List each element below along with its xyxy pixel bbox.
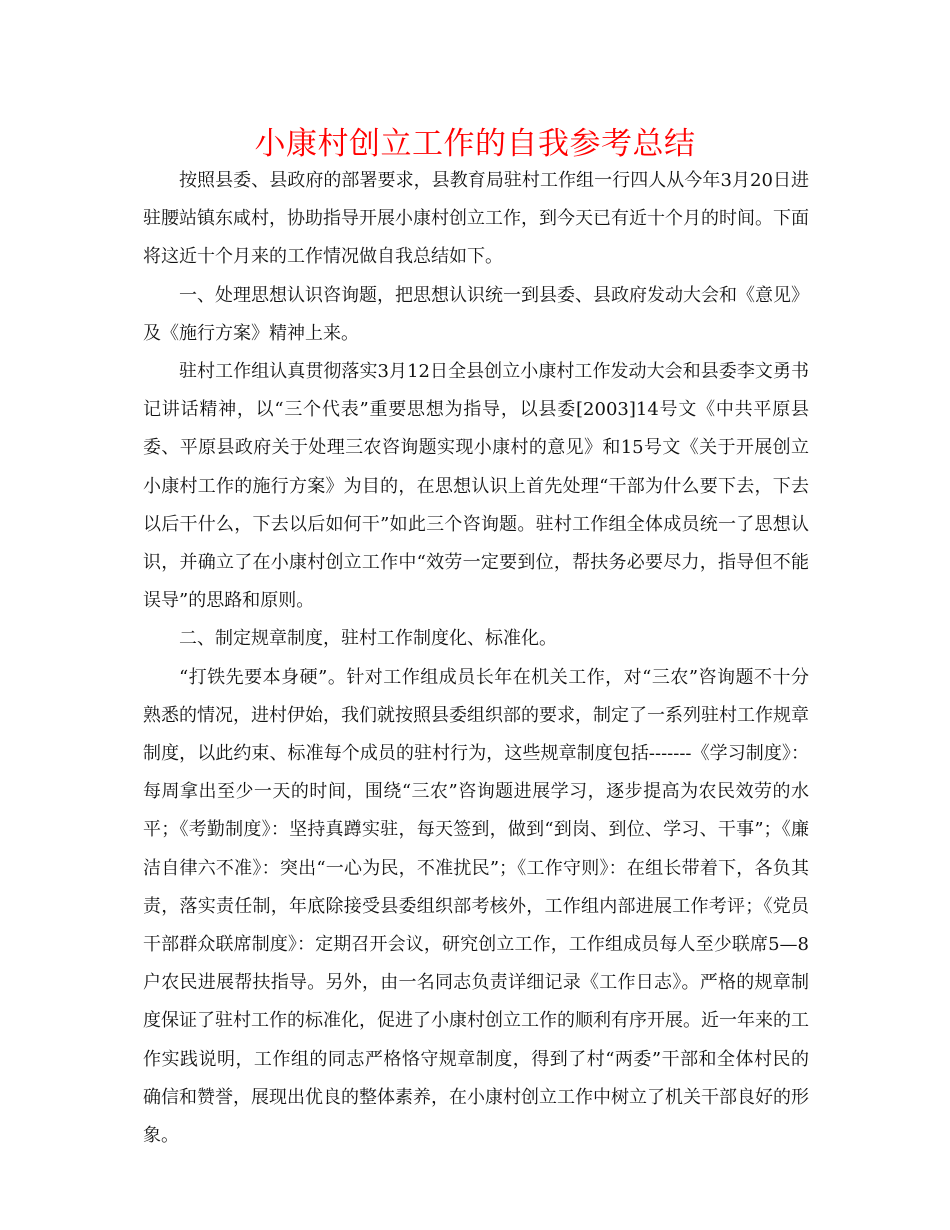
paragraph-intro: 按照县委、县政府的部署要求，县教育局驻村工作组一行四人从今年3月20日进驻腰站镇东咸村，协助指导开展小康村创立工作，到今天已有近十个月的时间。下面将这近十个月来的工作情况做自我总结如下。	[143, 170, 809, 268]
paragraph-section-2: “打铁先要本身硬”。针对工作组成员长年在机关工作，对“三农”咨询题不十分熟悉的情况，进村伊始，我们就按照县委组织部的要求，制定了一系列驻村工作规章制度，以此约束、标准每个成员的驻村行为，这些规章制度包括-------《学习制度》：每周拿出至少一天的时间，围绕“三农”咨询题进展学习，逐步提高为农民效劳的水平；《考勤制度》：坚持真蹲实驻，每天签到，做到“到岗、到位、学习、干事”；《廉洁自律六不准》：突出“一心为民，不准扰民”；《工作守则》：在组长带着下，各负其责，落实责任制，年底除接受县委组织部考核外，工作组内部进展工作考评；《党员干部群众联席制度》：定期召开会议，研究创立工作，工作组成员每人至少联席5—8户农民进展帮扶指导。另外，由一名同志负责详细记录《工作日志》。严格的规章制度保证了驻村工作的标准化，促进了小康村创立工作的顺利有序开展。近一年来的工作实践说明，工作组的同志严格恪守规章制度，得到了村“两委”干部和全体村民的确信和赞誉，展现出优良的整体素养，在小康村创立工作中树立了机关干部良好的形象。	[143, 666, 809, 1147]
section-heading-2: 二、制定规章制度，驻村工作制度化、标准化。	[179, 628, 557, 650]
paragraph-section-1: 驻村工作组认真贯彻落实3月12日全县创立小康村工作发动大会和县委李文勇书记讲话精神，以“三个代表”重要思想为指导，以县委[2003]14号文《中共平原县委、平原县政府关于处理三农咨询题实现小康村的意见》和15号文《关于开展创立小康村工作的施行方案》为目的，在思想认识上首先处理“干部为什么要下去，下去以后干什么，下去以后如何干”如此三个咨询题。驻村工作组全体成员统一了思想认识，并确立了在小康村创立工作中“效劳一定要到位，帮扶务必要尽力，指导但不能误导”的思路和原则。	[143, 361, 809, 612]
section-heading-1: 一、处理思想认识咨询题，把思想认识统一到县委、县政府发动大会和《意见》及《施行方案》精神上来。	[143, 284, 809, 344]
document-body	[143, 162, 809, 1155]
document-title: 小康村创立工作的自我参考总结	[254, 126, 696, 162]
